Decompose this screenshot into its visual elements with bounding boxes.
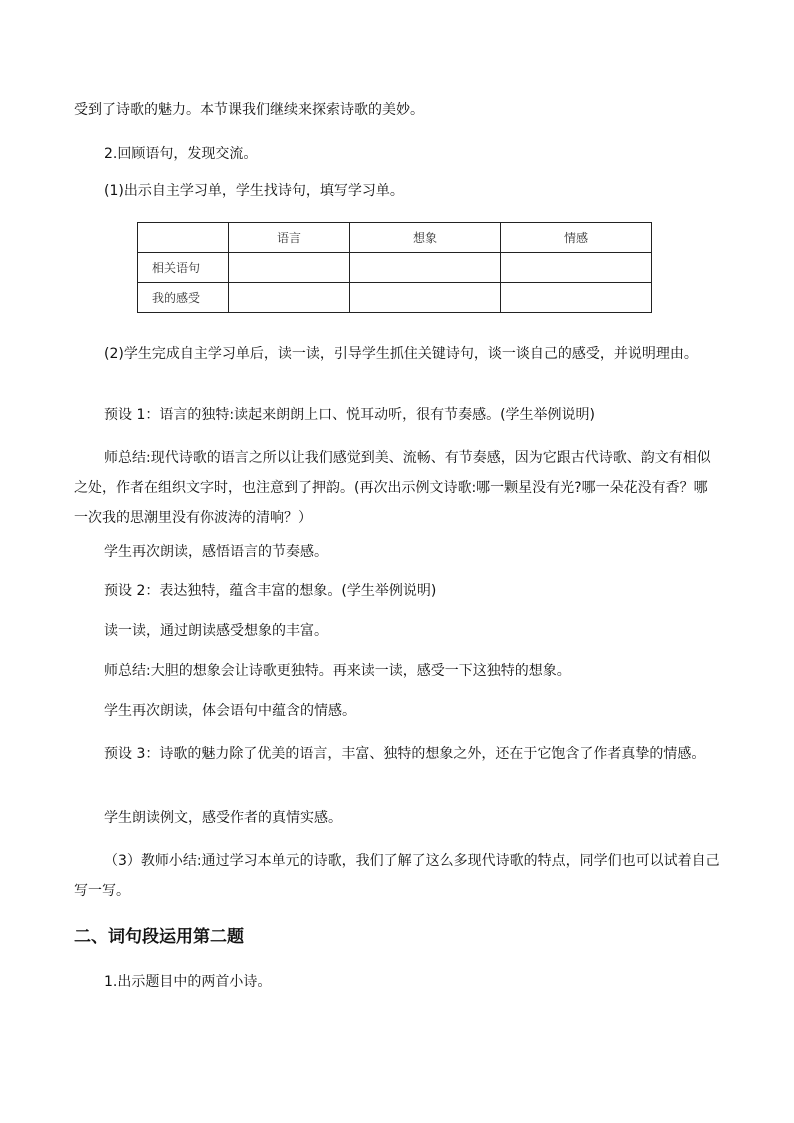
table-cell	[229, 283, 350, 313]
table-row	[138, 253, 652, 283]
paragraph: (1)出示自主学习单，学生找诗句，填写学习单。	[104, 183, 404, 199]
paragraph: 师总结:大胆的想象会让诗歌更独特。再来读一读，感受一下这独特的想象。	[104, 663, 571, 679]
paragraph: 预设 3：诗歌的魅力除了优美的语言，丰富、独特的想象之外，还在于它饱含了作者真挚的情感。	[104, 746, 706, 762]
table-header-cell: 语言	[229, 223, 350, 253]
paragraph: (2)学生完成自主学习单后，读一读，引导学生抓住关键诗句，谈一谈自己的感受，并说明理由。	[104, 346, 698, 362]
study-sheet-table	[137, 222, 652, 313]
table-header-cell: 想象	[350, 223, 501, 253]
paragraph: 预设 1：语言的独特:读起来朗朗上口、悦耳动听，很有节奏感。(学生举例说明)	[104, 407, 595, 423]
paragraph: 2.回顾语句，发现交流。	[104, 146, 258, 162]
table-cell	[501, 283, 652, 313]
table-cell	[350, 253, 501, 283]
table-header-row	[138, 223, 652, 253]
paragraph: （3）教师小结:通过学习本单元的诗歌，我们了解了这么多现代诗歌的特点，同学们也可以试着自己写一写。	[74, 853, 720, 899]
table-row	[138, 283, 652, 313]
table-cell	[229, 253, 350, 283]
paragraph: 预设 2：表达独特，蕴含丰富的想象。(学生举例说明)	[104, 583, 437, 599]
paragraph: 学生再次朗读，体会语句中蕴含的情感。	[104, 703, 356, 719]
table-header-cell: 情感	[501, 223, 652, 253]
paragraph: 师总结:现代诗歌的语言之所以让我们感觉到美、流畅、有节奏感，因为它跟古代诗歌、韵文有相似之处，作者在组织文字时，也注意到了押韵。(再次出示例文诗歌:哪一颗星没有光?哪一朵花没有香？哪一次我的思潮里没有你波涛的清响？）	[74, 450, 711, 526]
paragraph: 1.出示题目中的两首小诗。	[104, 974, 272, 990]
row-label: 相关语句	[138, 253, 229, 283]
table-cell	[501, 253, 652, 283]
table-cell	[350, 283, 501, 313]
paragraph: 读一读，通过朗读感受想象的丰富。	[104, 623, 328, 639]
paragraph: 学生朗读例文，感受作者的真情实感。	[104, 810, 342, 826]
paragraph: 学生再次朗读，感悟语言的节奏感。	[104, 544, 328, 560]
row-label: 我的感受	[138, 283, 229, 313]
table-header-cell	[138, 223, 229, 253]
section-heading: 二、词句段运用第二题	[74, 927, 244, 947]
paragraph: 受到了诗歌的魅力。本节课我们继续来探索诗歌的美妙。	[74, 102, 424, 118]
